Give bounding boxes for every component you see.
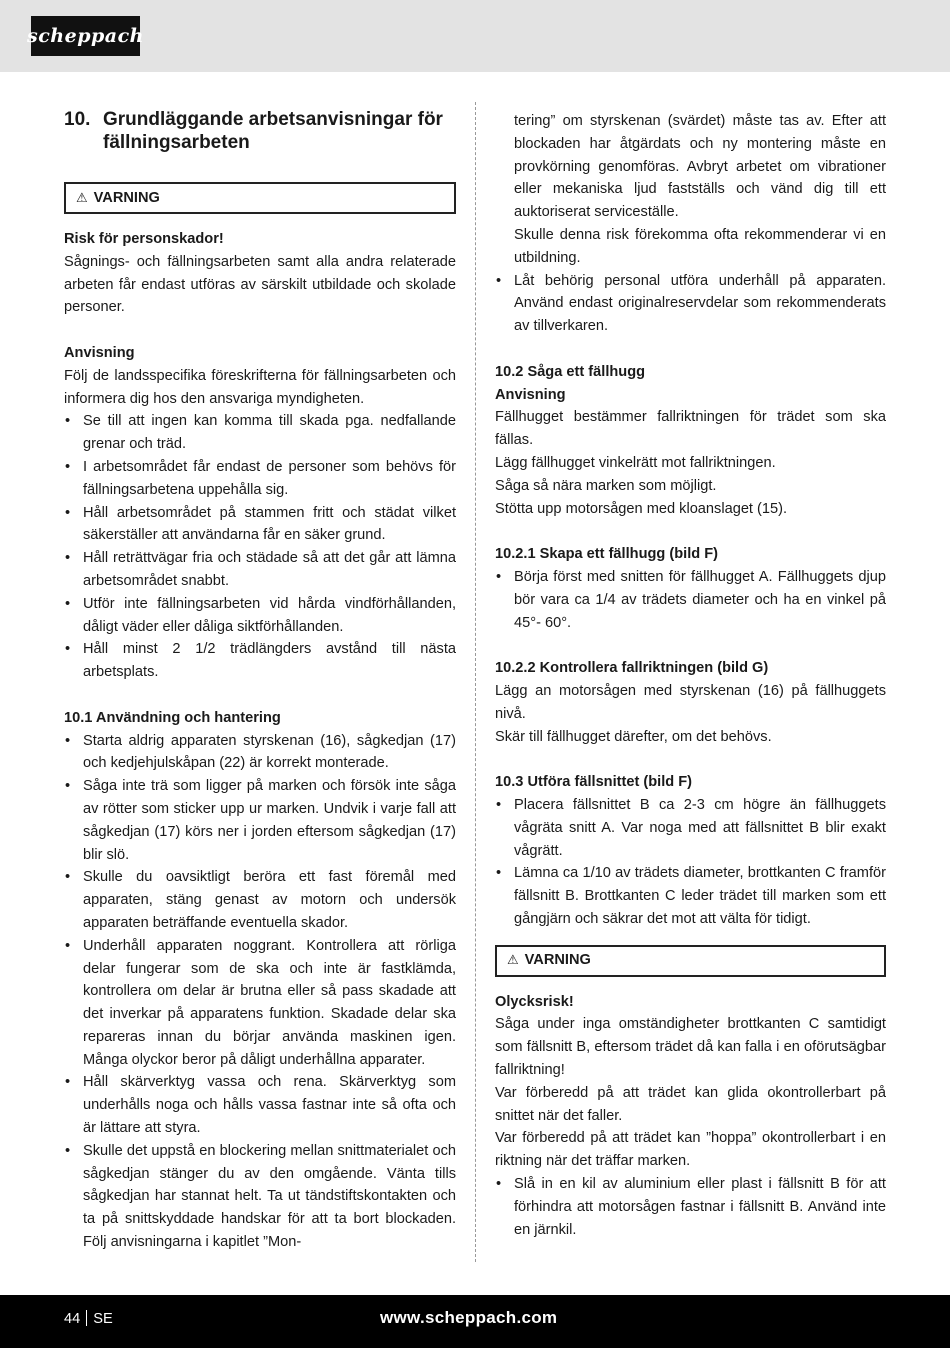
note-title: Anvisning	[64, 344, 135, 361]
subsection-title: 10.1 Användning och hantering	[64, 709, 281, 726]
list-item: • Placera fällsnittet B ca 2-3 cm högre än fällhuggets vågräta snitt A. Var noga med att fällsnittet B blir exakt vågrätt.	[495, 794, 886, 862]
list-item: • Håll minst 2 1/2 trädlängders avstånd till nästa arbetsplats.	[64, 638, 456, 684]
paragraph: Var förberedd på att trädet kan glida okontrollerbart på snittet när det faller.	[495, 1084, 886, 1124]
list-item: • Skulle du oavsiktligt beröra ett fast föremål med apparaten, stäng genast av motorn och undersök apparaten beträffande eventuella skador.	[64, 866, 456, 934]
list-item: • Håll reträttvägar fria och städade så att det går att lämna arbetsområdet snabbt.	[64, 547, 456, 593]
felling-notch-list	[495, 566, 886, 634]
usage-list	[64, 730, 456, 1254]
website-link[interactable]: www.scheppach.com	[380, 1308, 558, 1327]
subsection-title: 10.2.2 Kontrollera fallriktningen (bild G)	[495, 660, 769, 677]
warning-box	[495, 945, 886, 977]
list-item: • Håll skärverktyg vassa och rena. Skärverktyg som underhålls noga och hålls vassa fastnar inte så ofta och är lättare att styra.	[64, 1071, 456, 1139]
warning-triangle-icon: ⚠	[507, 952, 519, 968]
paragraph: Såga under inga omständigheter brottkanten C samtidigt som fällsnitt B, eftersom trädet då kan falla i en oförutsägbar fallriktning!	[495, 1016, 886, 1079]
column-divider	[475, 102, 476, 1262]
safety-list	[64, 410, 456, 684]
maintenance-list	[495, 270, 886, 338]
paragraph: Skär till fällhugget därefter, om det behövs.	[495, 728, 772, 745]
risk-title: Risk för personskador!	[64, 231, 224, 247]
subsection-title: 10.2 Såga ett fällhugg	[495, 363, 646, 380]
page-footer	[0, 1295, 950, 1348]
list-item: • Såga inte trä som ligger på marken och försök inte såga av rötter som sticker upp ur marken. Undvik i varje fall att sågkedjan (17) körs ner i jorden eftersom sågkedjan (17) blir slö.	[64, 775, 456, 866]
paragraph: Lägg fällhugget vinkelrätt mot fallriktningen.	[495, 454, 776, 471]
note-title: Anvisning	[495, 386, 566, 403]
warning-triangle-icon: ⚠	[76, 189, 88, 205]
list-item: • Starta aldrig apparaten styrskenan (16), sågkedjan (17) och kedjehjulskåpan (22) är korrekt monterade.	[64, 730, 456, 776]
paragraph: Lägg an motorsågen med styrskenan (16) på fällhuggets nivå.	[495, 682, 886, 722]
language-code: SE	[93, 1311, 113, 1327]
list-item: • Underhåll apparaten noggrant. Kontrollera att rörliga delar fungerar som de ska och inte är fastklämda, kontrollera om delar är brutna eller så pass skadade att det inverkar på apparatens funktion. Skadade delar ska repareras innan du börjar använda maskinen igen. Många olyckor beror på dåligt underhållna apparater.	[64, 935, 456, 1072]
page-indicator	[64, 1310, 113, 1327]
accident-title: Olycksrisk!	[495, 993, 574, 1010]
paragraph: Var förberedd på att trädet kan ”hoppa” okontrollerbart i en riktning när det träffar marken.	[495, 1130, 886, 1170]
subsection-title: 10.2.1 Skapa ett fällhugg (bild F)	[495, 546, 718, 563]
list-item: • Slå in en kil av aluminium eller plast i fällsnitt B för att förhindra att motorsågen fastnar i fällsnitt B. Använd inte en järnkil.	[495, 1173, 886, 1241]
paragraph: Fällhugget bestämmer fallriktningen för trädet som ska fällas.	[495, 409, 886, 449]
list-item: • I arbetsområdet får endast de personer som behövs för fällningsarbetena uppehålla sig.	[64, 456, 456, 502]
section-number: 10.	[64, 109, 91, 130]
section-title: Grundläggande arbetsanvisningar för fällningsarbeten	[103, 109, 443, 153]
warning-label: VARNING	[524, 952, 591, 969]
list-item: • Skulle det uppstå en blockering mellan snittmaterialet och sågkedjan stänger du av den omgående. Vänta tills sågkedjan har stannat helt. Ta ut tändstiftskontakten och ta på snittskyddade handskar för att ta bort blockaden. Följ anvisningarna i kapitlet ”Mon-	[64, 1140, 456, 1254]
left-column	[64, 108, 456, 1254]
warning-box	[64, 182, 456, 214]
list-item: • Utför inte fällningsarbeten vid hårda vindförhållanden, dåligt väder eller dåliga siktförhållanden.	[64, 593, 456, 639]
subsection-title: 10.3 Utföra fällsnittet (bild F)	[495, 774, 693, 791]
felling-cut-list	[495, 794, 886, 931]
list-item: • Se till att ingen kan komma till skada pga. nedfallande grenar och träd.	[64, 410, 456, 456]
separator	[86, 1310, 87, 1326]
brand-logo: scheppach	[31, 16, 140, 56]
wedge-list	[495, 1173, 886, 1241]
warning-label: VARNING	[93, 189, 160, 206]
section-heading	[64, 108, 456, 154]
continued-text: Skulle denna risk förekomma ofta rekommenderar vi en utbildning.	[514, 226, 886, 266]
page-number: 44	[64, 1311, 81, 1327]
page-header	[0, 0, 950, 72]
note-text: Följ de landsspecifika föreskrifterna för fällningsarbeten och informera dig hos den ansvariga myndigheten.	[64, 367, 456, 407]
right-column	[495, 110, 886, 1241]
paragraph: Såga så nära marken som möjligt.	[495, 477, 717, 494]
continued-text: tering” om styrskenan (svärdet) måste tas av. Efter att blockaden har åtgärdats och ny montering måste en provkörning genomföras. Avbryt arbetet om vibrationer eller mekaniska ljud fastställs och vänd dig till ett auktoriserat serviceställe.	[514, 113, 886, 221]
list-item: • Lämna ca 1/10 av trädets diameter, brottkanten C framför fällsnitt B. Brottkanten C leder trädet till marken som ett gångjärn och säkrar det mot att välta för tidigt.	[495, 862, 886, 930]
list-item: • Håll arbetsområdet på stammen fritt och städat vilket säkerställer att användarna får en säker grund.	[64, 502, 456, 548]
list-item: • Börja först med snitten för fällhugget A. Fällhuggets djup bör vara ca 1/4 av trädets diameter och ha en vinkel på 45°- 60°.	[495, 566, 886, 634]
risk-text: Sågnings- och fällningsarbeten samt alla andra relaterade arbeten får endast utföras av särskilt utbildade och skolade personer.	[64, 253, 456, 316]
list-item: • Låt behörig personal utföra underhåll på apparaten. Använd endast originalreservdelar som rekommenderats av tillverkaren.	[495, 270, 886, 338]
paragraph: Stötta upp motorsågen med kloanslaget (15).	[495, 500, 788, 517]
